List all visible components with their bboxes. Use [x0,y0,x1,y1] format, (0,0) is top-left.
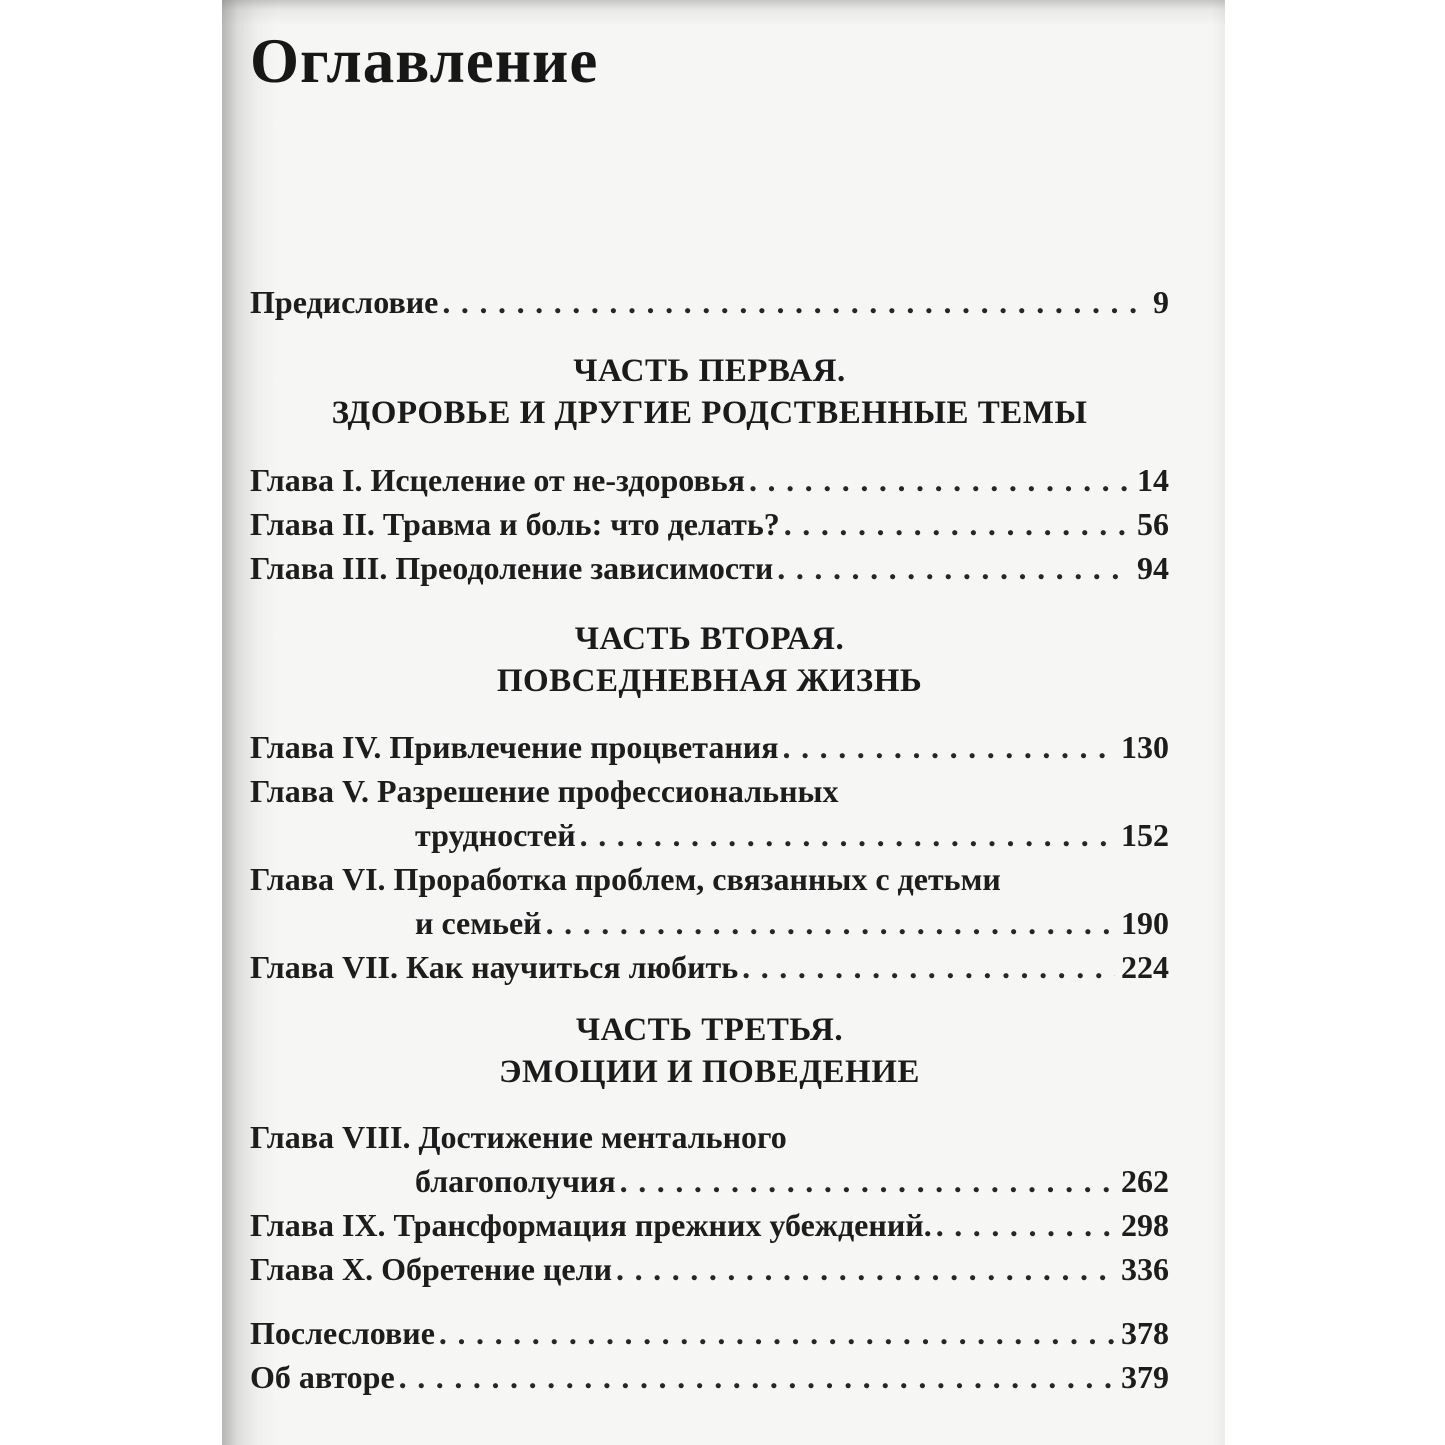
page-number: 94 [1137,550,1169,586]
chapter-list-part-1 [250,458,1169,590]
toc-entry-chapter-6-line1 [250,857,1169,901]
dot-leader [749,458,1131,502]
chapter-title-continuation: трудностей [415,817,576,853]
dot-leader [742,945,1115,989]
toc-entry-chapter-4 [250,725,1169,769]
entry-label: Предисловие [250,284,439,320]
chapter-title: Глава II. Травма и боль: что делать? [250,506,780,542]
part-heading-1 [250,350,1169,434]
part-heading-line: ПОВСЕДНЕВНАЯ ЖИЗНЬ [496,663,923,699]
dot-leader [399,1355,1115,1399]
toc-entry-preface [250,280,1169,324]
chapter-title: Глава VII. Как научиться любить [250,949,739,985]
page-number: 56 [1137,506,1169,542]
page-number: 9 [1153,284,1169,320]
toc-entry-chapter-3 [250,546,1169,590]
chapter-title-continuation: благополучия [415,1163,616,1199]
chapter-title: Глава IX. Трансформация прежних убеждений. [250,1207,932,1243]
toc-entry-afterword [250,1311,1169,1355]
dot-leader [783,725,1115,769]
entry-label: Об авторе [250,1359,395,1395]
toc-entry-chapter-10 [250,1247,1169,1291]
chapter-list-part-3 [250,1115,1169,1291]
book-page-scan [222,0,1225,1445]
page-number: 379 [1121,1359,1169,1395]
chapter-title: Глава VIII. Достижение ментального [250,1119,787,1155]
dot-leader [784,502,1131,546]
toc-entry-chapter-2 [250,502,1169,546]
dot-leader [616,1247,1115,1291]
dot-leader [620,1159,1115,1203]
chapter-title: Глава V. Разрешение профессиональных [250,773,839,809]
part-heading-line: ЧАСТЬ ПЕРВАЯ. [573,353,846,389]
chapter-title: Глава VI. Проработка проблем, связанных с детьми [250,861,1001,897]
dot-leader [777,546,1131,590]
chapter-title: Глава X. Обретение цели [250,1251,613,1287]
page-number: 14 [1137,462,1169,498]
dot-leader [546,901,1115,945]
dot-leader [442,280,1147,324]
page-title: Оглавление [250,26,599,96]
part-heading-line: ЧАСТЬ ВТОРАЯ. [574,621,845,657]
page-number: 224 [1121,949,1169,985]
chapter-title: Глава I. Исцеление от не-здоровья [250,462,745,498]
chapter-list-part-2 [250,725,1169,989]
toc-entry-chapter-8-line1 [250,1115,1169,1159]
page-number: 190 [1121,905,1169,941]
chapter-title: Глава IV. Привлечение процветания [250,729,779,765]
part-heading-line: ЗДОРОВЬЕ И ДРУГИЕ РОДСТВЕННЫЕ ТЕМЫ [331,395,1088,431]
toc-entry-chapter-7 [250,945,1169,989]
toc-content [250,0,1169,1399]
entry-label: Послесловие [250,1315,435,1351]
page-number: 298 [1121,1207,1169,1243]
chapter-title-continuation: и семьей [415,905,542,941]
toc-entry-chapter-6-line2 [250,901,1169,945]
page-number: 378 [1121,1315,1169,1351]
dot-leader [936,1203,1115,1247]
toc-entry-chapter-8-line2 [250,1159,1169,1203]
chapter-title: Глава III. Преодоление зависимости [250,550,774,586]
dot-leader [439,1311,1115,1355]
page-number: 152 [1121,817,1169,853]
toc-entry-chapter-1 [250,458,1169,502]
toc-entry-chapter-5-line1 [250,769,1169,813]
part-heading-2 [250,618,1169,702]
toc-entry-about-author [250,1355,1169,1399]
part-heading-line: ЧАСТЬ ТРЕТЬЯ. [575,1012,844,1048]
dot-leader [580,813,1115,857]
toc-entry-chapter-9 [250,1203,1169,1247]
toc-entry-chapter-5-line2 [250,813,1169,857]
back-matter [250,1311,1169,1399]
page-number: 130 [1121,729,1169,765]
page-number: 336 [1121,1251,1169,1287]
part-heading-line: ЭМОЦИИ И ПОВЕДЕНИЕ [499,1054,920,1090]
page-number: 262 [1121,1163,1169,1199]
part-heading-3 [250,1009,1169,1093]
